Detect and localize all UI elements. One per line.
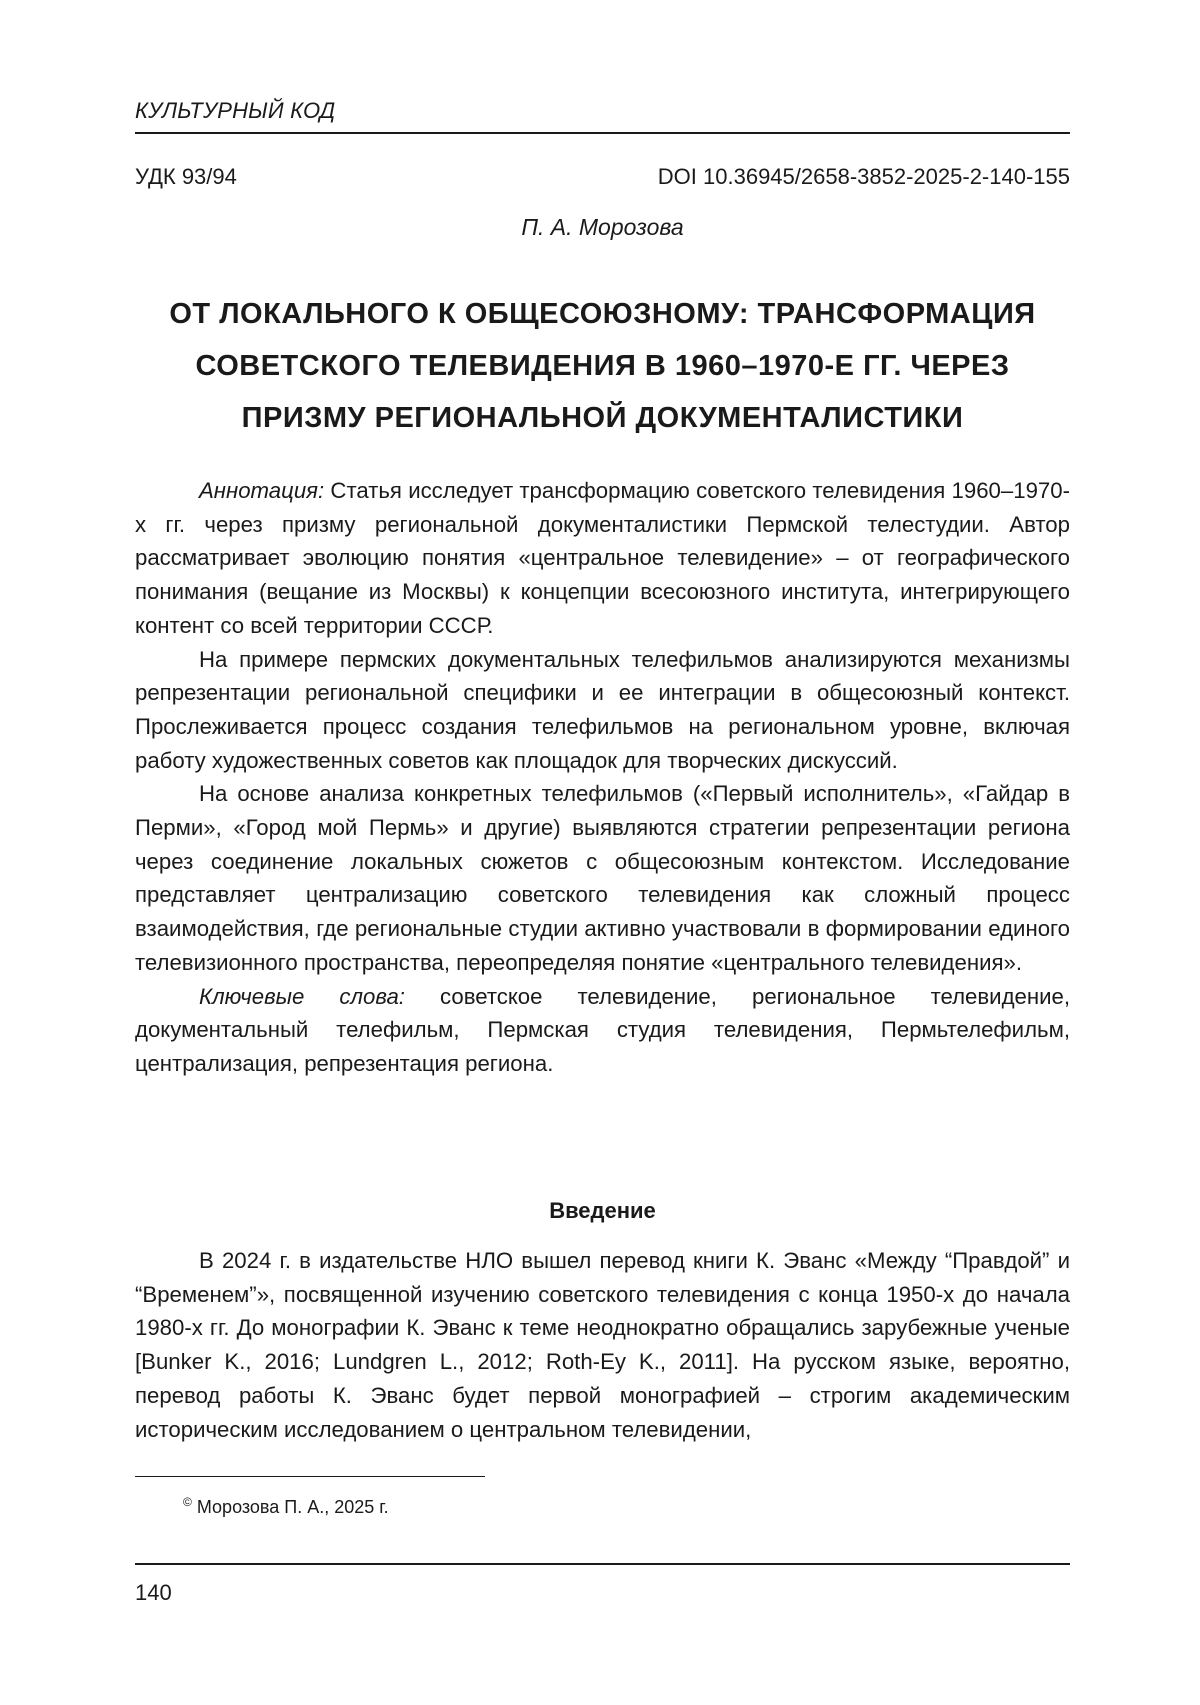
running-head: КУЛЬТУРНЫЙ КОД [135,98,336,123]
page-number: 140 [135,1580,172,1605]
section-heading: Введение [549,1198,656,1223]
author-name: П. А. Морозова [521,214,684,240]
copyright-mark: © [183,1495,192,1509]
introduction [135,1244,1070,1446]
udk-code: УДК 93/94 [135,164,237,189]
abstract-label: Аннотация: [199,478,325,503]
copyright-footnote [183,1495,389,1518]
footer-rule [135,1563,1070,1565]
doi: DOI 10.36945/2658-3852-2025-2-140-155 [657,164,1070,189]
abstract-paragraph: На примере пермских документальных телефильмов анализируются механизмы репрезентации региональной специфики и ее интеграции в общесоюзный контекст. Прослеживается процесс создания телефильмов на региональном уровне, включая работу художественных советов как площадок для творческих дискуссий. [135,646,1070,773]
article-meta [135,164,1070,190]
abstract-text: Статья исследует трансформацию советского телевидения 1960–1970-х гг. через призму региональной документалистики Пермской телестудии. Автор рассматривает эволюцию понятия «центральное телевидение» – от географического понимания (вещание из Москвы) к концепции всесоюзного института, интегрирующего контент со всей территории СССР. [135,478,1070,638]
abstract-paragraph [135,474,1070,643]
title-line: ПРИЗМУ РЕГИОНАЛЬНОЙ ДОКУМЕНТАЛИСТИКИ [241,402,964,434]
intro-paragraph: В 2024 г. в издательстве НЛО вышел перевод книги К. Эванс «Между “Правдой” и “Временем”», посвященной изучению советского телевидения с конца 1950-х до начала 1980-х гг. До монографии К. Эванс к теме неоднократно обращались зарубежные ученые [Bunker K., 2016; Lundgren L., 2012; Roth-Ey K., 2011]. На русском языке, вероятно, перевод работы К. Эванс будет первой монографией – строгим академическим историческим исследованием о центральном телевидении, [135,1248,1070,1442]
header-rule [135,132,1070,134]
article-title [135,288,1070,444]
page [135,0,1070,1705]
footnote-text: Морозова П. А., 2025 г. [191,1497,389,1517]
footnote-rule [135,1476,485,1477]
keywords-text: советское телевидение, региональное телевидение, документальный телефильм, Пермская студия телевидения, Пермьтелефильм, централизация, репрезентация региона. [135,983,1070,1076]
title-line: СОВЕТСКОГО ТЕЛЕВИДЕНИЯ В 1960–1970-Е ГГ. ЧЕРЕЗ [195,350,1010,382]
keywords [135,980,1070,1081]
abstract [135,474,1070,1081]
keywords-label: Ключевые слова: [199,983,405,1009]
title-line: ОТ ЛОКАЛЬНОГО К ОБЩЕСОЮЗНОМУ: ТРАНСФОРМАЦИЯ [169,298,1036,330]
abstract-paragraph: На основе анализа конкретных телефильмов («Первый исполнитель», «Гайдар в Перми», «Город мой Пермь» и другие) выявляются стратегии репрезентации региона через соединение локальных сюжетов с общесоюзным контекстом. Исследование представляет централизацию советского телевидения как сложный процесс взаимодействия, где региональные студии активно участвовали в формировании единого телевизионного пространства, переопределяя понятие «центрального телевидения». [135,781,1070,975]
